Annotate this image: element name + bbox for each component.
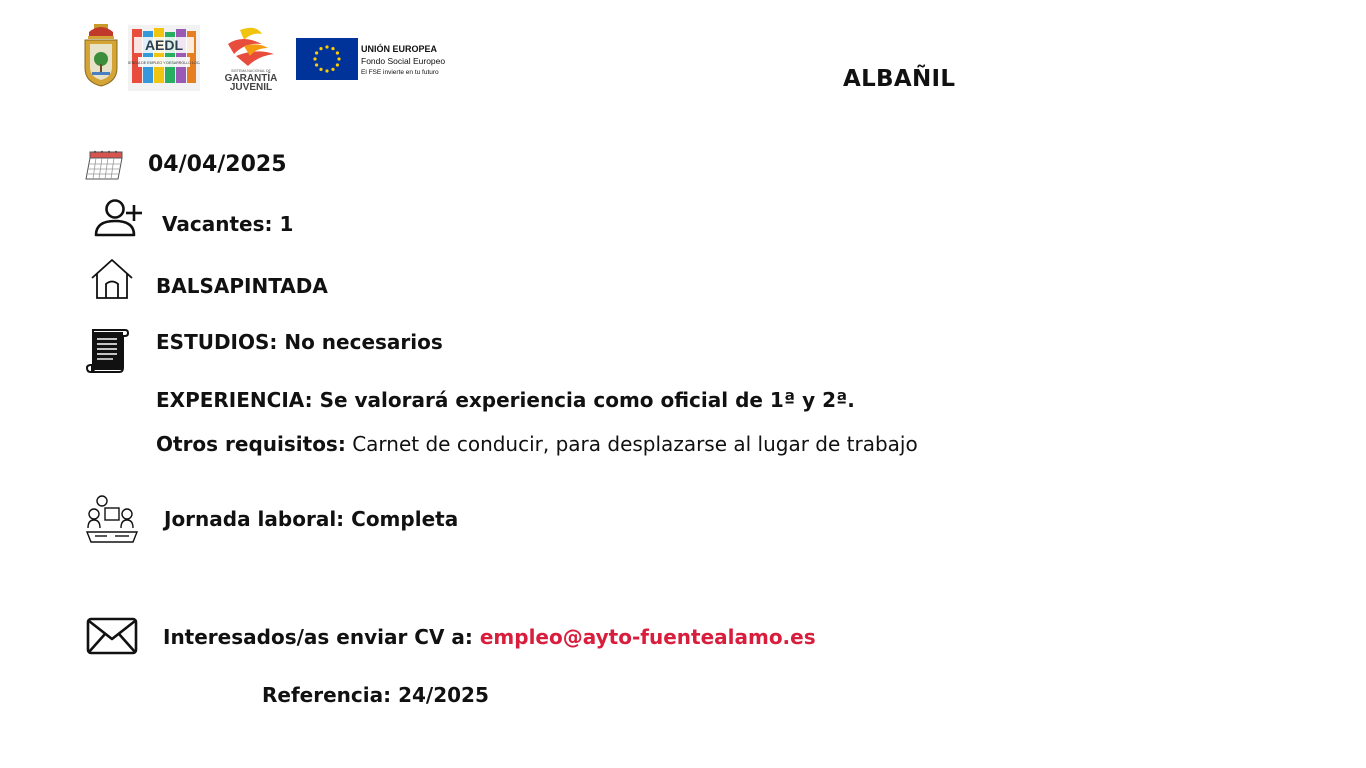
location-text: BALSAPINTADA — [156, 274, 328, 298]
experience-text: EXPERIENCIA: Se valorará experiencia como oficial de 1ª y 2ª. — [156, 388, 855, 412]
svg-text:GARANTÍA: GARANTÍA — [224, 73, 278, 84]
publication-date: 04/04/2025 — [148, 152, 287, 177]
meeting-icon — [85, 494, 139, 544]
workday-text: Jornada laboral: Completa — [164, 507, 459, 531]
garantia-juvenil-logo — [222, 26, 280, 92]
other-requirements-value: Carnet de conducir, para desplazarse al lugar de trabajo — [345, 432, 918, 456]
add-user-icon — [93, 198, 145, 238]
reference-text: Referencia: 24/2025 — [262, 683, 489, 707]
page-title: ALBAÑIL — [843, 66, 956, 92]
scroll-icon — [85, 328, 129, 374]
other-requirements-label: Otros requisitos: — [156, 432, 346, 456]
vacancies-text: Vacantes: 1 — [162, 212, 294, 236]
svg-text:Fondo Social Europeo: Fondo Social Europeo — [361, 56, 446, 66]
envelope-icon — [86, 617, 138, 655]
calendar-icon — [84, 149, 124, 181]
aedl-logo — [128, 25, 200, 91]
studies-text: ESTUDIOS: No necesarios — [156, 330, 443, 354]
contact-email-link[interactable]: empleo@ayto-fuentealamo.es — [479, 625, 816, 649]
union-europea-logo — [296, 38, 466, 82]
municipal-coat-of-arms-logo — [82, 24, 120, 88]
contact-text — [163, 625, 816, 649]
svg-text:AEDL: AEDL — [144, 37, 184, 53]
other-requirements — [156, 432, 918, 456]
house-icon — [90, 258, 134, 300]
contact-label: Interesados/as enviar CV a: — [163, 625, 480, 649]
svg-text:SISTEMA NACIONAL DE: SISTEMA NACIONAL DE — [231, 69, 271, 73]
svg-text:El FSE invierte en tu futuro: El FSE invierte en tu futuro — [361, 69, 439, 76]
svg-text:JUVENIL: JUVENIL — [229, 82, 273, 92]
svg-text:AGENCIA DE EMPLEO Y DESARROLLO: AGENCIA DE EMPLEO Y DESARROLLO LOCAL — [128, 61, 200, 65]
svg-text:UNIÓN EUROPEA: UNIÓN EUROPEA — [361, 44, 438, 54]
